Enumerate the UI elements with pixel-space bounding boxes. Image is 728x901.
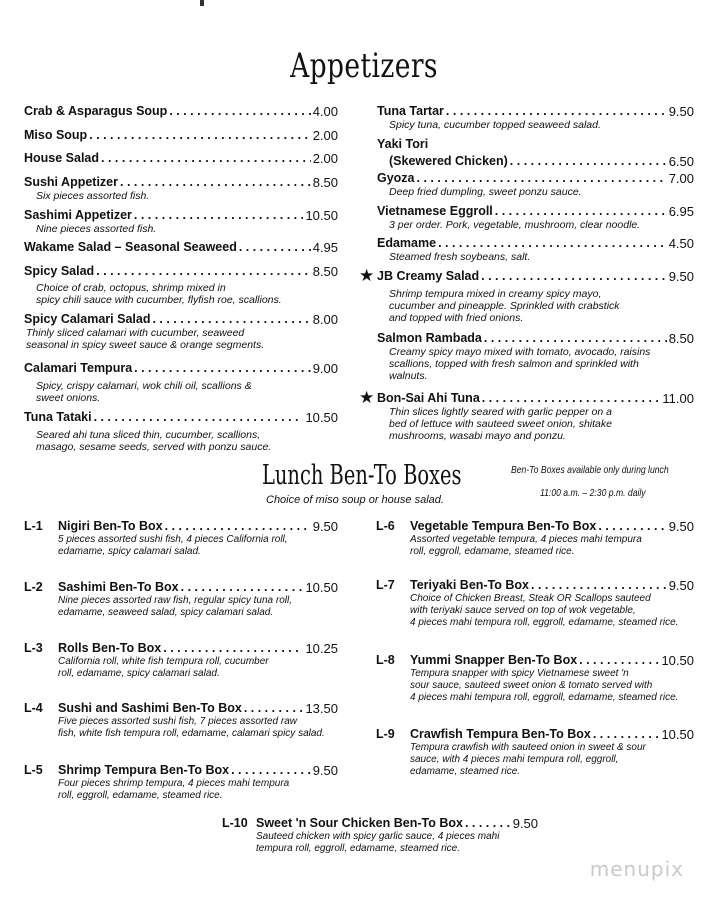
leader-dots	[531, 578, 667, 593]
item-name: House Salad	[24, 151, 100, 165]
item-description: Creamy spicy mayo mixed with tomato, avocado, raisins scallions, topped with fresh salmon and sprinkled with walnuts.	[389, 346, 651, 382]
leader-dots	[152, 312, 310, 327]
item-name: Teriyaki Ben-To Box	[410, 578, 530, 592]
item-price: 8.00	[312, 312, 338, 327]
leader-dots	[495, 204, 667, 219]
item-description: California roll, white fish tempura roll, cucumber roll, edamame, spicy calamari salad.	[58, 656, 269, 679]
item-name: Sweet 'n Sour Chicken Ben-To Box	[256, 816, 463, 830]
menu-item	[24, 128, 338, 143]
item-code: L-5	[24, 763, 43, 777]
item-code: L-9	[376, 727, 395, 741]
item-description: Steamed fresh soybeans, salt.	[389, 251, 531, 263]
item-description: Four pieces shrimp tempura, 4 pieces mahi tempura roll, eggroll, edamame, steamed rice.	[58, 778, 290, 801]
item-name: Gyoza	[377, 171, 415, 185]
item-price: 8.50	[312, 175, 338, 190]
item-description: 3 per order. Pork, vegetable, mushroom, clear noodle.	[389, 219, 641, 231]
lunch-section-title: Lunch Ben-To Boxes	[262, 460, 462, 491]
item-name: Wakame Salad – Seasonal Seaweed	[24, 240, 237, 254]
menu-item	[359, 266, 694, 324]
leader-dots	[438, 236, 667, 251]
menu-item	[377, 331, 694, 382]
menu-item	[377, 104, 694, 131]
item-price: 9.50	[668, 104, 694, 119]
bento-item	[24, 580, 338, 619]
lunch-section-caption: Choice of miso soup or house salad.	[266, 494, 444, 506]
lunch-hours-note: Ben-To Boxes available only during lunch	[511, 464, 669, 476]
item-price: 10.50	[305, 208, 338, 223]
leader-dots	[446, 104, 667, 119]
leader-dots	[510, 154, 667, 169]
item-price: 9.50	[512, 816, 538, 831]
lunch-right-column	[376, 519, 694, 789]
item-code: L-8	[376, 653, 395, 667]
leader-dots	[484, 331, 667, 346]
item-description: Shrimp tempura mixed in creamy spicy mayo, cucumber and pineapple. Sprinkled with crabstick and topped with fried onions.	[389, 288, 620, 324]
item-description: Thin slices lightly seared with garlic pepper on a bed of lettuce with sauteed sweet onion, shitake mushrooms, wasabi mayo and ponzu.	[389, 406, 612, 442]
bento-item	[376, 519, 694, 558]
item-name: Sushi Appetizer	[24, 175, 118, 189]
item-price: 4.95	[312, 240, 338, 255]
menu-item	[24, 410, 338, 453]
item-name: Vegetable Tempura Ben-To Box	[410, 519, 597, 533]
menu-item	[377, 236, 694, 263]
leader-dots	[593, 727, 660, 742]
item-description: 5 pieces assorted sushi fish, 4 pieces California roll, edamame, spicy calamari salad.	[58, 534, 288, 557]
leader-dots	[101, 151, 311, 166]
leader-dots	[579, 653, 659, 668]
item-description: Seared ahi tuna sliced thin, cucumber, scallions, masago, sesame seeds, served with ponzu sauce.	[36, 429, 272, 453]
item-price: 9.50	[668, 519, 694, 534]
item-price: 9.50	[668, 578, 694, 593]
item-price: 9.50	[312, 763, 338, 778]
item-description: Spicy, crispy calamari, wok chili oil, scallions & sweet onions.	[36, 380, 252, 404]
lunch-center-item	[222, 816, 538, 866]
item-description: Deep fried dumpling, sweet ponzu sauce.	[389, 186, 582, 198]
item-name: Yummi Snapper Ben-To Box	[410, 653, 578, 667]
item-price: 10.50	[661, 653, 694, 668]
menu-item	[377, 137, 694, 152]
appetizers-title: Appetizers	[290, 46, 438, 86]
item-description: Nine pieces assorted fish.	[36, 223, 157, 235]
item-price: 4.50	[668, 236, 694, 251]
leader-dots	[239, 240, 311, 255]
item-price: 11.00	[662, 391, 694, 406]
item-code: L-1	[24, 519, 43, 533]
item-price: 7.00	[668, 171, 694, 186]
bento-item	[222, 816, 538, 855]
item-description: Five pieces assorted sushi fish, 7 pieces assorted raw fish, white fish tempura roll, edamame, calamari spicy salad.	[58, 716, 325, 739]
item-name: Sushi and Sashimi Ben-To Box	[58, 701, 242, 715]
item-price: 4.00	[312, 104, 338, 119]
item-name: Salmon Rambada	[377, 331, 482, 345]
item-price: 10.50	[305, 410, 338, 425]
item-name: Miso Soup	[24, 128, 88, 142]
leader-dots	[169, 104, 310, 119]
leader-dots	[165, 519, 311, 534]
item-code: L-10	[222, 816, 248, 830]
leader-dots	[134, 208, 304, 223]
bento-item	[24, 519, 338, 558]
item-description: Six pieces assorted fish.	[36, 190, 150, 202]
item-code: L-3	[24, 641, 43, 655]
item-description: Sauteed chicken with spicy garlic sauce, 4 pieces mahi tempura roll, eggroll, edamame, steamed rice.	[256, 831, 500, 854]
item-name: Crawfish Tempura Ben-To Box	[410, 727, 591, 741]
item-name: Crab & Asparagus Soup	[24, 104, 168, 118]
item-name: Edamame	[377, 236, 437, 250]
appetizers-right-column	[359, 104, 694, 444]
item-name: Sashimi Appetizer	[24, 208, 132, 222]
item-description: Thinly sliced calamari with cucumber, seaweed seasonal in spicy sweet sauce & orange segments.	[26, 327, 265, 351]
item-price: 2.00	[312, 128, 338, 143]
menu-item	[377, 171, 694, 198]
menu-item	[24, 264, 338, 306]
item-description: Nine pieces assorted raw fish, regular spicy tuna roll, edamame, seaweed salad, spicy calamari salad.	[58, 595, 292, 618]
item-code: L-2	[24, 580, 43, 594]
item-description: Tempura crawfish with sauteed onion in sweet & sour sauce, with 4 pieces mahi tempura roll, eggroll, edamame, steamed rice.	[410, 742, 646, 777]
item-price: 9.00	[312, 361, 338, 376]
item-name: Rolls Ben-To Box	[58, 641, 162, 655]
lunch-left-column	[24, 519, 338, 809]
bento-item	[24, 763, 338, 802]
item-price: 10.50	[305, 580, 338, 595]
item-price: 9.50	[668, 269, 694, 284]
item-price: 8.50	[312, 264, 338, 279]
item-code: L-7	[376, 578, 395, 592]
menu-item	[359, 388, 694, 442]
leader-dots	[96, 264, 311, 279]
item-description: Assorted vegetable tempura, 4 pieces mahi tempura roll, eggroll, edamame, steamed rice.	[410, 534, 642, 557]
bento-item	[24, 641, 338, 680]
item-name: Vietnamese Eggroll	[377, 204, 493, 218]
item-name: Sashimi Ben-To Box	[58, 580, 179, 594]
lunch-hours-time: 11:00 a.m. – 2:30 p.m. daily	[540, 487, 646, 499]
leader-dots	[163, 641, 303, 656]
leader-dots	[598, 519, 666, 534]
leader-dots	[89, 128, 310, 143]
item-name: Tuna Tataki	[24, 410, 92, 424]
watermark: menupix	[589, 857, 684, 881]
leader-dots	[417, 171, 667, 186]
appetizers-left-column	[24, 104, 338, 464]
bento-item	[376, 727, 694, 778]
star-icon: ★	[359, 388, 375, 407]
item-price: 8.50	[668, 331, 694, 346]
leader-dots	[244, 701, 304, 716]
item-code: L-4	[24, 701, 43, 715]
leader-dots	[94, 410, 304, 425]
item-name: Bon-Sai Ahi Tuna	[377, 391, 480, 405]
item-description: Tempura snapper with spicy Vietnamese sweet 'n sour sauce, sauteed sweet onion & tomato served with 4 pieces mahi tempura roll, eggroll, edamame, steamed rice.	[410, 668, 679, 703]
menu-item	[24, 361, 338, 404]
item-description: Choice of crab, octopus, shrimp mixed in spicy chili sauce with cucumber, flyfish roe, scallions.	[36, 282, 282, 306]
leader-dots	[465, 816, 511, 831]
leader-dots	[481, 269, 667, 284]
menu-item	[377, 204, 694, 231]
leader-dots	[120, 175, 311, 190]
menu-item	[24, 312, 338, 351]
item-description: Choice of Chicken Breast, Steak OR Scallops sauteed with teriyaki sauce served on top of wok vegetable, 4 pieces mahi tempura roll, eggroll, edamame, steamed rice.	[410, 593, 679, 628]
item-name: (Skewered Chicken)	[389, 154, 508, 168]
leader-dots	[181, 580, 304, 595]
item-price: 13.50	[305, 701, 338, 716]
leader-dots	[134, 361, 311, 376]
leader-dots	[482, 391, 661, 406]
item-price: 9.50	[312, 519, 338, 534]
leader-dots	[231, 763, 311, 778]
item-name: Tuna Tartar	[377, 104, 444, 118]
item-name: Calamari Tempura	[24, 361, 133, 375]
menu-item	[24, 151, 338, 166]
top-mark	[200, 0, 204, 6]
item-price: 10.25	[305, 641, 338, 656]
item-name: Spicy Calamari Salad	[24, 312, 151, 326]
star-icon: ★	[359, 266, 375, 285]
bento-item	[24, 701, 338, 740]
item-code: L-6	[376, 519, 395, 533]
item-price: 6.95	[668, 204, 694, 219]
menu-item	[377, 154, 694, 169]
bento-item	[376, 578, 694, 629]
menu-item	[24, 240, 338, 255]
item-name: JB Creamy Salad	[377, 269, 480, 283]
item-price: 6.50	[668, 154, 694, 169]
item-price: 10.50	[661, 727, 694, 742]
item-name: Nigiri Ben-To Box	[58, 519, 163, 533]
item-name: Yaki Tori	[377, 137, 429, 151]
item-name: Spicy Salad	[24, 264, 95, 278]
menu-item	[24, 208, 338, 235]
bento-item	[376, 653, 694, 704]
item-price: 2.00	[312, 151, 338, 166]
item-description: Spicy tuna, cucumber topped seaweed salad.	[389, 119, 601, 131]
menu-item	[24, 104, 338, 119]
menu-item	[24, 175, 338, 202]
item-name: Shrimp Tempura Ben-To Box	[58, 763, 230, 777]
